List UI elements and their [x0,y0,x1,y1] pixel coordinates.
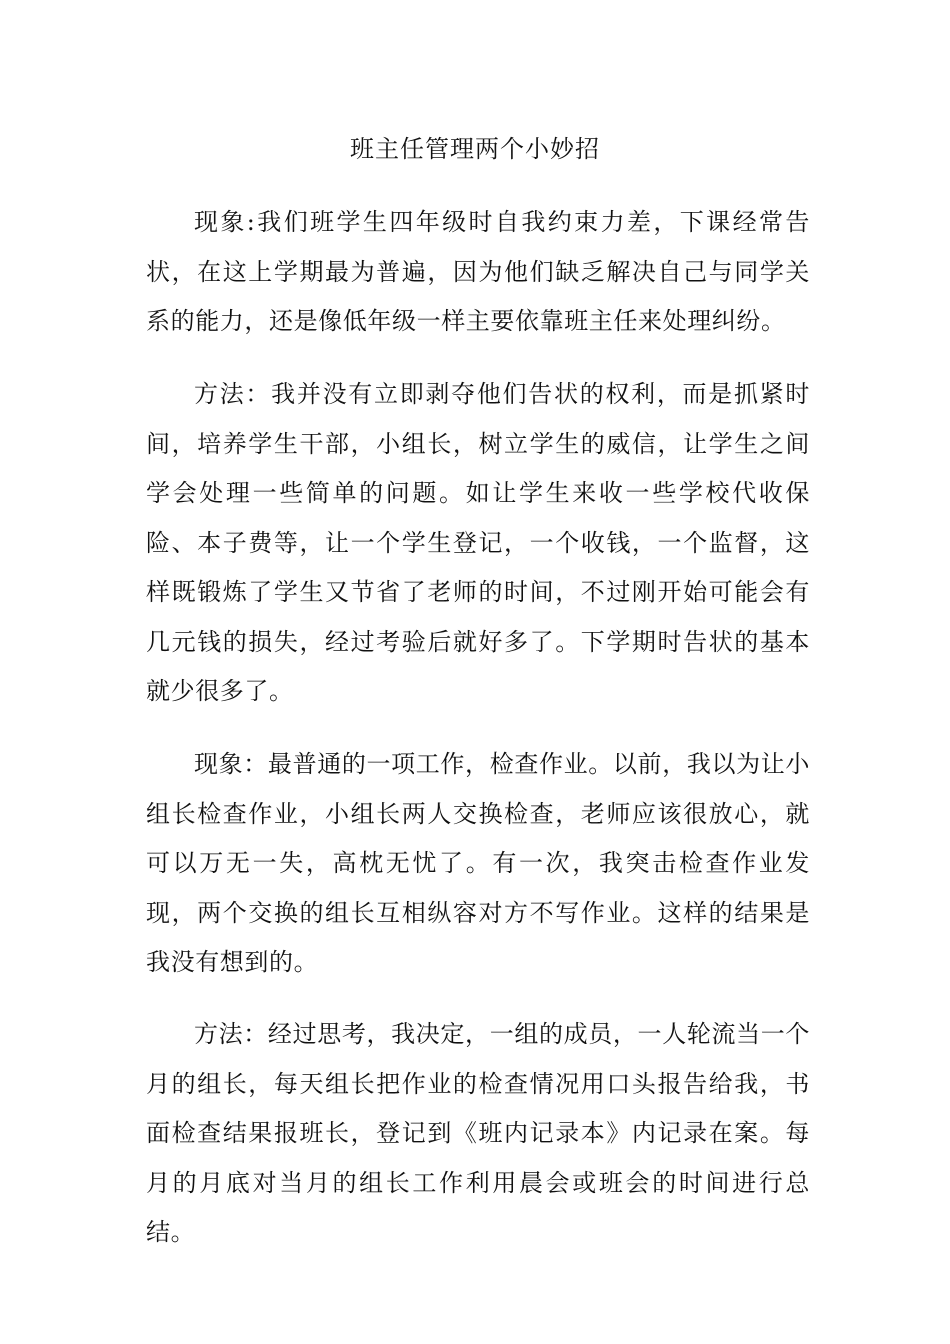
paragraph-phenomenon-2: 现象：最普通的一项工作，检查作业。以前，我以为让小组长检查作业，小组长两人交换检查，老师应该很放心，就可以万无一失，高枕无忧了。有一次，我突击检查作业发现，两个交换的组长互相纵容对方不写作业。这样的结果是我没有想到的。 [146,750,810,976]
paragraph-method-1: 方法：我并没有立即剥夺他们告状的权利，而是抓紧时间，培养学生干部，小组长，树立学生的威信，让学生之间学会处理一些简单的问题。如让学生来收一些学校代收保险、本子费等，让一个学生登记，一个收钱，一个监督，这样既锻炼了学生又节省了老师的时间，不过刚开始可能会有几元钱的损失，经过考验后就好多了。下学期时告状的基本就少很多了。 [146,380,810,705]
document-title: 班主任管理两个小妙招 [350,135,600,163]
paragraph-phenomenon-1: 现象:我们班学生四年级时自我约束力差，下课经常告状，在这上学期最为普遍，因为他们缺乏解决自己与同学关系的能力，还是像低年级一样主要依靠班主任来处理纠纷。 [146,208,810,335]
paragraph-method-2: 方法：经过思考，我决定，一组的成员，一人轮流当一个月的组长，每天组长把作业的检查情况用口头报告给我，书面检查结果报班长，登记到《班内记录本》内记录在案。每月的月底对当月的组长工作利用晨会或班会的时间进行总结。 [146,1020,810,1246]
